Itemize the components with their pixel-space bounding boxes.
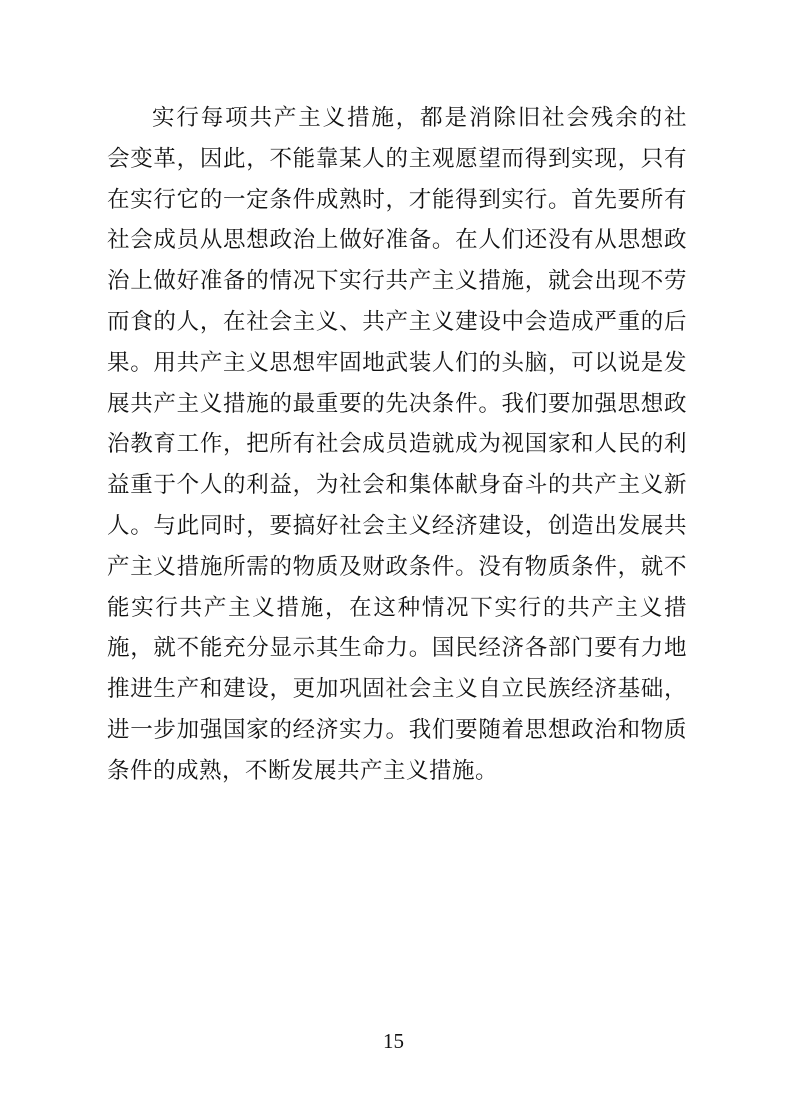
- paragraph-line: 治教育工作，把所有社会成员造就成为视国家和人民的利: [107, 431, 687, 458]
- paragraph-line: 社会成员从思想政治上做好准备。在人们还没有从思想政: [107, 227, 687, 254]
- paragraph-line: 治上做好准备的情况下实行共产主义措施，就会出现不劳: [107, 268, 687, 295]
- paragraph-line: 果。用共产主义思想牢固地武装人们的头脑，可以说是发: [107, 349, 687, 376]
- paragraph-line: 实行每项共产主义措施，都是消除旧社会残余的社: [152, 105, 687, 131]
- paragraph-line: 人。与此同时，要搞好社会主义经济建设，创造出发展共: [107, 512, 687, 539]
- paragraph-line: 益重于个人的利益，为社会和集体献身奋斗的共产主义新: [107, 472, 687, 499]
- paragraph-line: 而食的人，在社会主义、共产主义建设中会造成严重的后: [107, 308, 687, 335]
- paragraph-line: 展共产主义措施的最重要的先决条件。我们要加强思想政: [107, 390, 687, 417]
- paragraph-line: 施，就不能充分显示其生命力。国民经济各部门要有力地: [107, 635, 687, 662]
- body-paragraph: [107, 98, 687, 792]
- paragraph-line: 进一步加强国家的经济实力。我们要随着思想政治和物质: [107, 716, 687, 743]
- paragraph-line: 推进生产和建设，更加巩固社会主义自立民族经济基础，: [107, 676, 687, 703]
- page-number: 15: [383, 1029, 404, 1053]
- paragraph-line: 产主义措施所需的物质及财政条件。没有物质条件，就不: [107, 553, 687, 580]
- paragraph-line: 能实行共产主义措施，在这种情况下实行的共产主义措: [107, 594, 687, 621]
- paragraph-line: 条件的成熟，不断发展共产主义措施。: [107, 757, 499, 784]
- paragraph-line: 在实行它的一定条件成熟时，才能得到实行。首先要所有: [107, 186, 687, 213]
- paragraph-line: 会变革，因此，不能靠某人的主观愿望而得到实现，只有: [107, 145, 687, 172]
